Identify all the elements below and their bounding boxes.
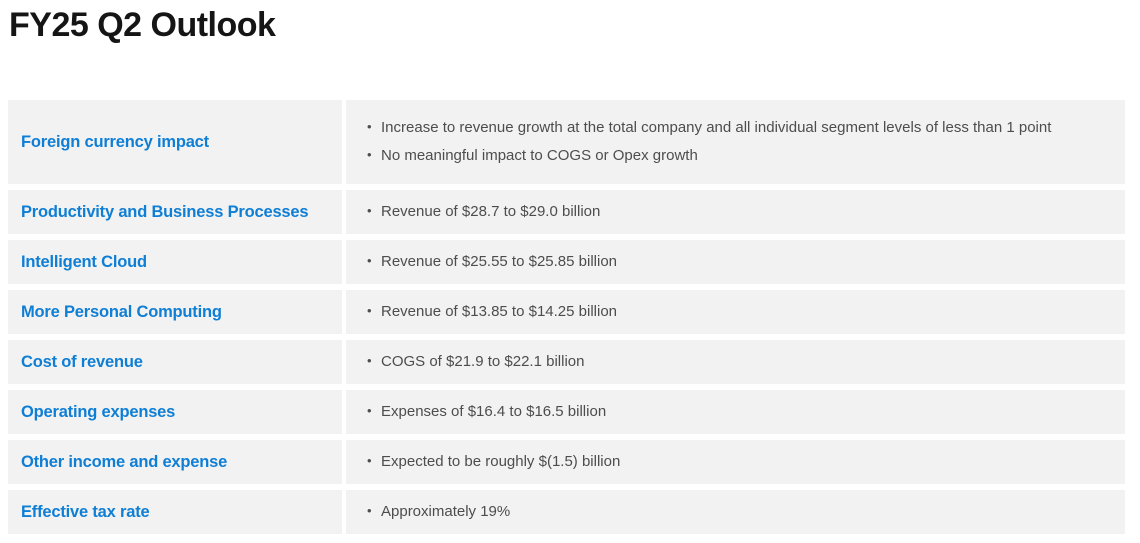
table-row [8,390,1125,434]
table-row [8,440,1125,484]
table-row [8,240,1125,284]
table-row [8,190,1125,234]
outlook-table [8,100,1125,540]
row-content [346,440,1125,484]
row-label: Effective tax rate [8,490,342,534]
row-label: Operating expenses [8,390,342,434]
row-content [346,190,1125,234]
bullet-item: • Expenses of $16.4 to $16.5 billion [366,398,1111,426]
bullet-list [366,498,1111,526]
bullet-item: • COGS of $21.9 to $22.1 billion [366,348,1111,376]
bullet-list [366,114,1111,170]
page-title: FY25 Q2 Outlook [9,6,276,44]
row-label: Foreign currency impact [8,100,342,184]
row-label: Cost of revenue [8,340,342,384]
bullet-item: • Revenue of $25.55 to $25.85 billion [366,248,1111,276]
bullet-list [366,248,1111,276]
row-label: Other income and expense [8,440,342,484]
row-label: Intelligent Cloud [8,240,342,284]
bullet-list [366,448,1111,476]
row-content [346,100,1125,184]
row-content [346,490,1125,534]
bullet-list [366,198,1111,226]
table-row [8,490,1125,534]
bullet-item: • Increase to revenue growth at the total company and all individual segment levels of less than 1 point [366,114,1111,142]
bullet-item: • Revenue of $28.7 to $29.0 billion [366,198,1111,226]
bullet-item: • Approximately 19% [366,498,1111,526]
bullet-item: • No meaningful impact to COGS or Opex growth [366,142,1111,170]
row-content [346,240,1125,284]
bullet-item: • Expected to be roughly $(1.5) billion [366,448,1111,476]
row-content [346,340,1125,384]
row-content [346,290,1125,334]
row-label: More Personal Computing [8,290,342,334]
table-row [8,290,1125,334]
bullet-list [366,398,1111,426]
table-row [8,340,1125,384]
row-label: Productivity and Business Processes [8,190,342,234]
bullet-item: • Revenue of $13.85 to $14.25 billion [366,298,1111,326]
table-row [8,100,1125,184]
bullet-list [366,348,1111,376]
row-content [346,390,1125,434]
bullet-list [366,298,1111,326]
